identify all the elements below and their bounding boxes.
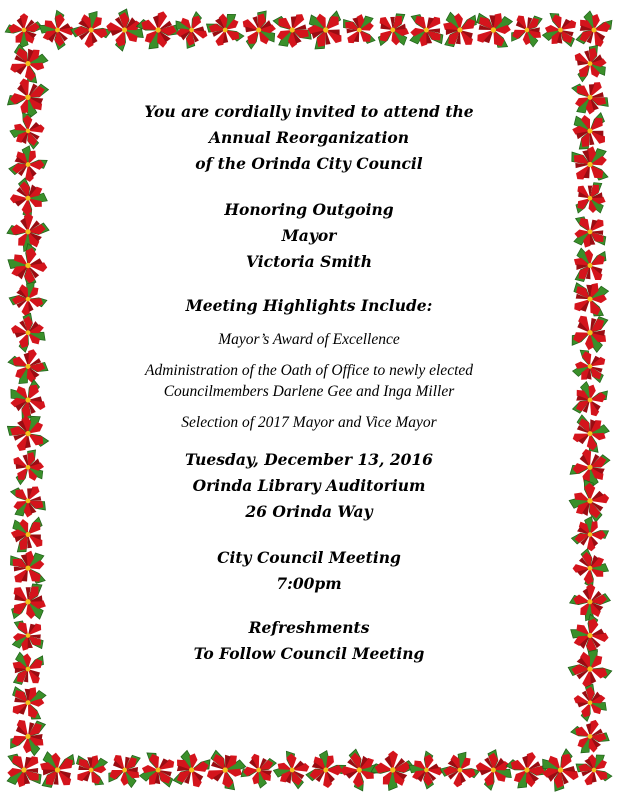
refreshments-block [70,615,548,667]
poinsettia-icon [569,680,612,725]
poinsettia-icon [164,743,218,795]
highlight-oath-line-1: Administration of the Oath of Office to newly elected [144,362,474,379]
honoring-line-2: Mayor [281,226,337,245]
highlight-award [70,329,548,350]
poinsettia-icon [562,305,618,361]
poinsettia-icon [5,242,49,289]
honoring-line-1: Honoring Outgoing [224,200,394,219]
poinsettia-icon [7,109,48,152]
event-date: Tuesday, December 13, 2016 [185,450,433,469]
poinsettia-icon [561,135,618,194]
poinsettia-icon [3,343,53,391]
poinsettia-icon [132,744,184,797]
poinsettia-icon [565,38,615,90]
highlights-heading: Meeting Highlights Include: [185,296,433,315]
event-venue: Orinda Library Auditorium [192,476,426,495]
poinsettia-icon [1,643,54,695]
event-address: 26 Orinda Way [245,502,373,521]
honoring-line-3: Victoria Smith [246,252,372,271]
poinsettia-icon [200,5,250,54]
poinsettia-icon [570,515,611,553]
intro-line-3: of the Orinda City Council [195,154,423,173]
poinsettia-icon [66,744,116,795]
poinsettia-icon [4,443,53,493]
highlight-oath-line-2: Councilmembers Darlene Gee and Inga Miller [163,383,455,400]
poinsettia-icon [535,5,585,56]
meeting-title: City Council Meeting [217,548,401,567]
intro-block [70,99,548,177]
poinsettia-icon [0,573,58,632]
intro-line-1: You are cordially invited to attend the [144,102,474,121]
poinsettia-icon [565,376,615,424]
poinsettia-icon [6,309,50,356]
event-details-block [70,447,548,525]
refreshments-title: Refreshments [248,618,370,637]
poinsettia-icon [371,750,415,791]
poinsettia-icon [565,173,616,224]
meeting-block [70,545,548,597]
poinsettia-icon [233,4,285,57]
highlight-selection [70,412,548,433]
poinsettia-icon [407,750,445,791]
refreshments-note: To Follow Council Meeting [193,644,425,663]
intro-line-2: Annual Reorganization [209,128,409,147]
poinsettia-icon [570,746,618,793]
poinsettia-icon [334,4,385,55]
poinsettia-icon [5,13,43,48]
poinsettia-icon [565,714,614,761]
poinsettia-icon [38,9,77,51]
poinsettia-icon [102,6,149,55]
poinsettia-icon [68,8,113,51]
poinsettia-icon [303,748,348,790]
poinsettia-icon [296,0,354,59]
highlight-selection-text: Selection of 2017 Mayor and Vice Mayor [181,414,437,431]
poinsettia-icon [270,747,313,792]
poinsettia-icon [7,144,50,184]
poinsettia-icon [2,675,55,729]
meeting-time: 7:00pm [276,574,342,593]
highlight-oath [70,360,548,402]
poinsettia-icon [572,548,609,588]
highlight-award-text: Mayor’s Award of Excellence [218,331,400,348]
poinsettia-icon [471,746,516,794]
honoring-block [70,197,548,275]
poinsettia-icon [465,0,522,58]
poinsettia-icon [367,4,420,57]
poinsettia-icon [1,475,54,527]
poinsettia-icon [9,177,48,219]
poinsettia-icon [562,71,616,124]
poinsettia-icon [6,278,49,319]
poinsettia-icon [438,749,482,791]
highlights-heading-block [70,293,548,319]
poinsettia-icon [567,409,615,459]
invitation-text [70,95,548,667]
